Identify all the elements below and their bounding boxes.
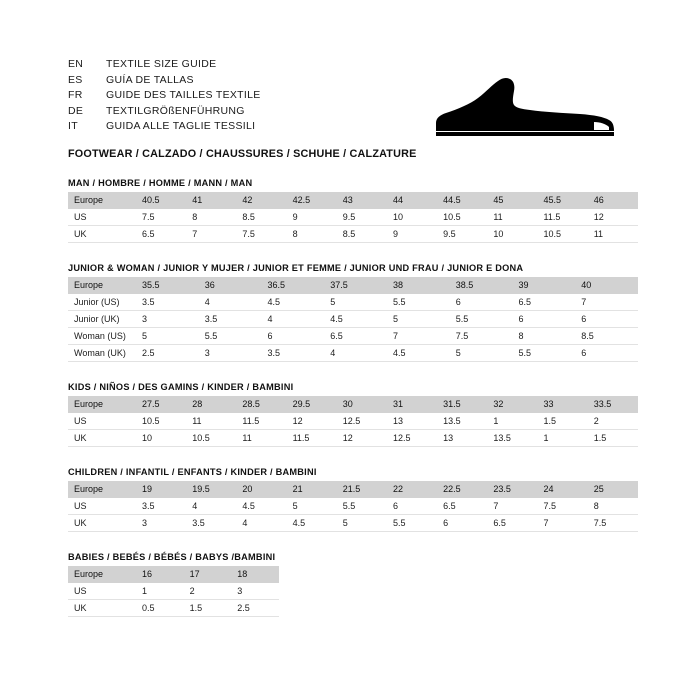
table-row: [68, 209, 638, 226]
cell: 8: [513, 328, 576, 345]
cell: 10.5: [136, 413, 186, 430]
cell: 9.5: [337, 209, 387, 226]
cell: 3: [136, 515, 186, 532]
cell: 12: [287, 413, 337, 430]
cell: 11.5: [236, 413, 286, 430]
cell: 4.5: [262, 294, 325, 311]
cell: 8: [186, 209, 236, 226]
row-label: US: [68, 583, 136, 600]
cell: 3.5: [136, 294, 199, 311]
cell: 12.5: [337, 413, 387, 430]
language-row: [68, 89, 261, 105]
cell: 6.5: [324, 328, 387, 345]
cell: 13: [437, 430, 487, 447]
cell: 20: [236, 481, 286, 498]
table-row: [68, 277, 638, 294]
cell: 11: [588, 226, 638, 243]
size-group-babies: [68, 552, 638, 617]
cell: 19: [136, 481, 186, 498]
cell: 4: [186, 498, 236, 515]
cell: 10.5: [186, 430, 236, 447]
table-row: [68, 413, 638, 430]
cell: 4: [199, 294, 262, 311]
language-list: [68, 58, 261, 136]
cell: 18: [231, 566, 279, 583]
size-group-children: [68, 467, 638, 532]
language-row: [68, 120, 261, 136]
cell: 11: [186, 413, 236, 430]
cell: 12.5: [387, 430, 437, 447]
cell: 7.5: [136, 209, 186, 226]
group-label: JUNIOR & WOMAN / JUNIOR Y MUJER / JUNIOR ET FEMME / JUNIOR UND FRAU / JUNIOR E DONA: [68, 263, 524, 273]
cell: 19.5: [186, 481, 236, 498]
cell: 36: [199, 277, 262, 294]
cell: 5: [337, 515, 387, 532]
cell: 13.5: [437, 413, 487, 430]
table-row: [68, 583, 279, 600]
language-title: TEXTILE SIZE GUIDE: [106, 58, 217, 70]
cell: 16: [136, 566, 184, 583]
cell: 21: [287, 481, 337, 498]
cell: 36.5: [262, 277, 325, 294]
size-table: [68, 481, 638, 532]
row-label: Europe: [68, 192, 136, 209]
table-row: [68, 328, 638, 345]
cell: 2.5: [136, 345, 199, 362]
row-label: Europe: [68, 481, 136, 498]
cell: 7: [186, 226, 236, 243]
cell: 43: [337, 192, 387, 209]
size-group-man: [68, 178, 638, 243]
cell: 5.5: [199, 328, 262, 345]
cell: 6.5: [487, 515, 537, 532]
table-row: [68, 600, 279, 617]
language-row: [68, 58, 261, 74]
cell: 7.5: [450, 328, 513, 345]
cell: 29.5: [287, 396, 337, 413]
cell: 41: [186, 192, 236, 209]
cell: 5.5: [337, 498, 387, 515]
cell: 23.5: [487, 481, 537, 498]
cell: 12: [337, 430, 387, 447]
cell: 11.5: [287, 430, 337, 447]
cell: 7.5: [236, 226, 286, 243]
cell: 5: [450, 345, 513, 362]
cell: 4.5: [387, 345, 450, 362]
cell: 45.5: [538, 192, 588, 209]
cell: 28.5: [236, 396, 286, 413]
cell: 21.5: [337, 481, 387, 498]
cell: 10.5: [437, 209, 487, 226]
cell: 40: [575, 277, 638, 294]
cell: 42: [236, 192, 286, 209]
cell: 7: [387, 328, 450, 345]
cell: 27.5: [136, 396, 186, 413]
cell: 3.5: [262, 345, 325, 362]
language-code: IT: [68, 120, 78, 132]
cell: 10.5: [538, 226, 588, 243]
cell: 7: [575, 294, 638, 311]
size-group-kids: [68, 382, 638, 447]
table-row: [68, 345, 638, 362]
cell: 22: [387, 481, 437, 498]
language-title: TEXTILGRÖßENFÜHRUNG: [106, 104, 245, 117]
cell: 11: [236, 430, 286, 447]
cell: 6: [513, 311, 576, 328]
row-label: US: [68, 413, 136, 430]
language-title: GUÍA DE TALLAS: [106, 73, 194, 86]
cell: 40.5: [136, 192, 186, 209]
cell: 6: [575, 311, 638, 328]
group-label: CHILDREN / INFANTIL / ENFANTS / KINDER / BAMBINI: [68, 467, 317, 477]
table-row: [68, 498, 638, 515]
cell: 3.5: [136, 498, 186, 515]
cell: 4: [324, 345, 387, 362]
cell: 9: [287, 209, 337, 226]
cell: 17: [184, 566, 232, 583]
cell: 2: [184, 583, 232, 600]
table-row: [68, 192, 638, 209]
cell: 39: [513, 277, 576, 294]
row-label: UK: [68, 515, 136, 532]
cell: 6: [437, 515, 487, 532]
cell: 4.5: [236, 498, 286, 515]
cell: 6: [575, 345, 638, 362]
table-row: [68, 566, 279, 583]
row-label: Europe: [68, 566, 136, 583]
table-row: [68, 515, 638, 532]
cell: 1: [487, 413, 537, 430]
row-label: UK: [68, 430, 136, 447]
page-title: FOOTWEAR / CALZADO / CHAUSSURES / SCHUHE / CALZATURE: [68, 147, 417, 160]
cell: 3.5: [186, 515, 236, 532]
cell: 5: [287, 498, 337, 515]
row-label: Junior (UK): [68, 311, 136, 328]
cell: 5.5: [387, 515, 437, 532]
cell: 33: [538, 396, 588, 413]
cell: 4: [236, 515, 286, 532]
cell: 6: [262, 328, 325, 345]
cell: 30: [337, 396, 387, 413]
cell: 3: [136, 311, 199, 328]
cell: 44.5: [437, 192, 487, 209]
cell: 1.5: [588, 430, 638, 447]
cell: 25: [588, 481, 638, 498]
cell: 6: [450, 294, 513, 311]
cell: 37.5: [324, 277, 387, 294]
language-row: [68, 74, 261, 90]
cell: 3: [199, 345, 262, 362]
group-label: BABIES / BEBÉS / BÉBÉS / BABYS /BAMBINI: [68, 552, 276, 562]
cell: 8: [588, 498, 638, 515]
row-label: Europe: [68, 396, 136, 413]
table-row: [68, 396, 638, 413]
cell: 7.5: [588, 515, 638, 532]
page-header: [68, 58, 638, 158]
cell: 35.5: [136, 277, 199, 294]
cell: 8.5: [337, 226, 387, 243]
row-label: Woman (UK): [68, 345, 136, 362]
cell: 10: [487, 226, 537, 243]
cell: 5.5: [513, 345, 576, 362]
language-code: DE: [68, 104, 84, 117]
cell: 5: [324, 294, 387, 311]
language-code: ES: [68, 73, 83, 86]
cell: 45: [487, 192, 537, 209]
cell: 7: [487, 498, 537, 515]
cell: 11: [487, 209, 537, 226]
cell: 10: [387, 209, 437, 226]
language-code: EN: [68, 58, 84, 70]
size-table: [68, 566, 279, 617]
cell: 33.5: [588, 396, 638, 413]
cell: 9: [387, 226, 437, 243]
row-label: US: [68, 498, 136, 515]
cell: 22.5: [437, 481, 487, 498]
cell: 46: [588, 192, 638, 209]
cell: 0.5: [136, 600, 184, 617]
cell: 2: [588, 413, 638, 430]
row-label: Europe: [68, 277, 136, 294]
cell: 10: [136, 430, 186, 447]
cell: 9.5: [437, 226, 487, 243]
table-row: [68, 294, 638, 311]
cell: 3: [231, 583, 279, 600]
table-row: [68, 430, 638, 447]
cell: 3.5: [199, 311, 262, 328]
size-table: [68, 396, 638, 447]
cell: 8.5: [236, 209, 286, 226]
cell: 31: [387, 396, 437, 413]
cell: 7.5: [538, 498, 588, 515]
size-table: [68, 277, 638, 362]
cell: 28: [186, 396, 236, 413]
cell: 31.5: [437, 396, 487, 413]
cell: 44: [387, 192, 437, 209]
row-label: Woman (US): [68, 328, 136, 345]
language-row: [68, 105, 261, 121]
cell: 24: [538, 481, 588, 498]
cell: 5: [136, 328, 199, 345]
cell: 2.5: [231, 600, 279, 617]
language-title: GUIDA ALLE TAGLIE TESSILI: [106, 120, 256, 132]
row-label: UK: [68, 600, 136, 617]
size-table: [68, 192, 638, 243]
group-label: KIDS / NIÑOS / DES GAMINS / KINDER / BAMBINI: [68, 382, 294, 392]
cell: 38: [387, 277, 450, 294]
cell: 1: [136, 583, 184, 600]
cell: 1: [538, 430, 588, 447]
size-group-junior-woman: [68, 263, 638, 362]
cell: 8.5: [575, 328, 638, 345]
cell: 1.5: [184, 600, 232, 617]
cell: 38.5: [450, 277, 513, 294]
cell: 6: [387, 498, 437, 515]
row-label: US: [68, 209, 136, 226]
row-label: UK: [68, 226, 136, 243]
cell: 6.5: [437, 498, 487, 515]
cell: 8: [287, 226, 337, 243]
cell: 13: [387, 413, 437, 430]
table-row: [68, 311, 638, 328]
cell: 6.5: [513, 294, 576, 311]
cell: 4.5: [287, 515, 337, 532]
cell: 42.5: [287, 192, 337, 209]
group-label: MAN / HOMBRE / HOMME / MANN / MAN: [68, 178, 253, 188]
language-code: FR: [68, 89, 83, 101]
cell: 13.5: [487, 430, 537, 447]
table-row: [68, 481, 638, 498]
cell: 11.5: [538, 209, 588, 226]
cell: 5: [387, 311, 450, 328]
cell: 4.5: [324, 311, 387, 328]
dress-shoe-icon: [418, 76, 628, 138]
row-label: Junior (US): [68, 294, 136, 311]
cell: 6.5: [136, 226, 186, 243]
cell: 32: [487, 396, 537, 413]
table-row: [68, 226, 638, 243]
cell: 5.5: [450, 311, 513, 328]
cell: 7: [538, 515, 588, 532]
cell: 5.5: [387, 294, 450, 311]
cell: 1.5: [538, 413, 588, 430]
language-title: GUIDE DES TAILLES TEXTILE: [106, 89, 261, 101]
cell: 12: [588, 209, 638, 226]
cell: 4: [262, 311, 325, 328]
